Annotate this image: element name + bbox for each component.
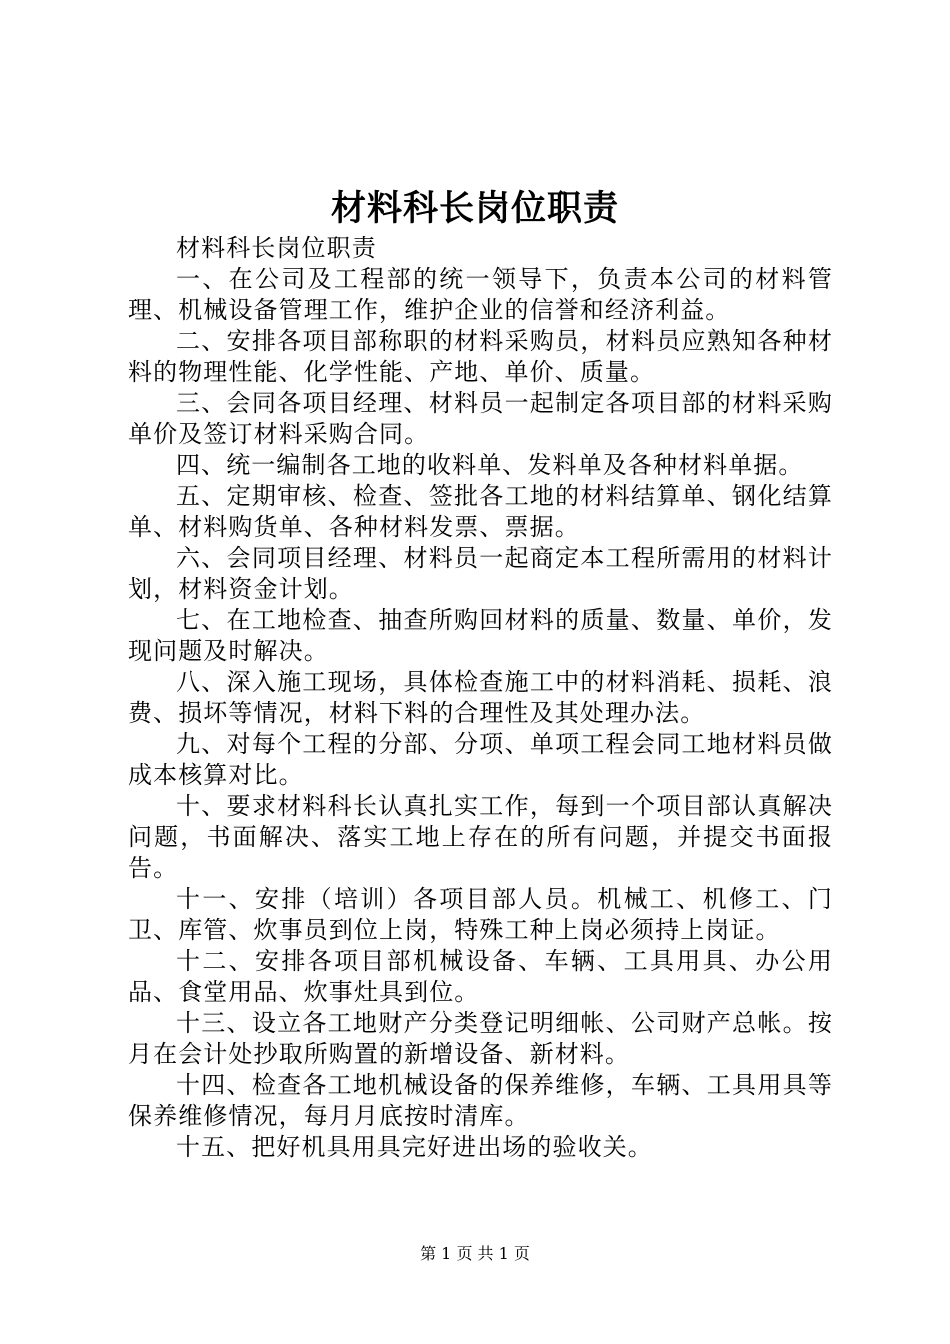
document-body	[128, 233, 833, 1163]
paragraph-item-1: 一、在公司及工程部的统一领导下，负责本公司的材料管理、机械设备管理工作，维护企业的信誉和经济利益。	[128, 265, 833, 324]
paragraph-item-6: 六、会同项目经理、材料员一起商定本工程所需用的材料计划，材料资金计划。	[128, 544, 833, 603]
paragraph-item-14: 十四、检查各工地机械设备的保养维修，车辆、工具用具等保养维修情况，每月月底按时清库。	[128, 1071, 833, 1130]
paragraph-item-7: 七、在工地检查、抽查所购回材料的质量、数量、单价，发现问题及时解决。	[128, 606, 833, 665]
paragraph-item-4: 四、统一编制各工地的收料单、发料单及各种材料单据。	[176, 451, 804, 479]
paragraph-item-13: 十三、设立各工地财产分类登记明细帐、公司财产总帐。按月在会计处抄取所购置的新增设备、新材料。	[128, 1009, 833, 1068]
paragraph-item-8: 八、深入施工现场，具体检查施工中的材料消耗、损耗、浪费、损坏等情况，材料下料的合理性及其处理办法。	[128, 668, 833, 727]
paragraph-item-10: 十、要求材料科长认真扎实工作，每到一个项目部认真解决问题，书面解决、落实工地上存在的所有问题，并提交书面报告。	[128, 792, 833, 882]
page-footer: 第 1 页 共 1 页	[420, 1244, 530, 1263]
document-title: 材料科长岗位职责	[330, 188, 619, 229]
paragraph-item-9: 九、对每个工程的分部、分项、单项工程会同工地材料员做成本核算对比。	[128, 730, 833, 789]
paragraph-heading: 材料科长岗位职责	[176, 234, 377, 262]
paragraph-item-11: 十一、安排（培训）各项目部人员。机械工、机修工、门卫、库管、炊事员到位上岗，特殊工种上岗必须持上岗证。	[128, 885, 833, 944]
paragraph-item-2: 二、安排各项目部称职的材料采购员，材料员应熟知各种材料的物理性能、化学性能、产地、单价、质量。	[128, 327, 833, 386]
paragraph-item-3: 三、会同各项目经理、材料员一起制定各项目部的材料采购单价及签订材料采购合同。	[128, 389, 833, 448]
paragraph-item-12: 十二、安排各项目部机械设备、车辆、工具用具、办公用品、食堂用品、炊事灶具到位。	[128, 947, 833, 1006]
paragraph-item-5: 五、定期审核、检查、签批各工地的材料结算单、钢化结算单、材料购货单、各种材料发票、票据。	[128, 482, 833, 541]
paragraph-item-15: 十五、把好机具用具完好进出场的验收关。	[176, 1133, 653, 1161]
